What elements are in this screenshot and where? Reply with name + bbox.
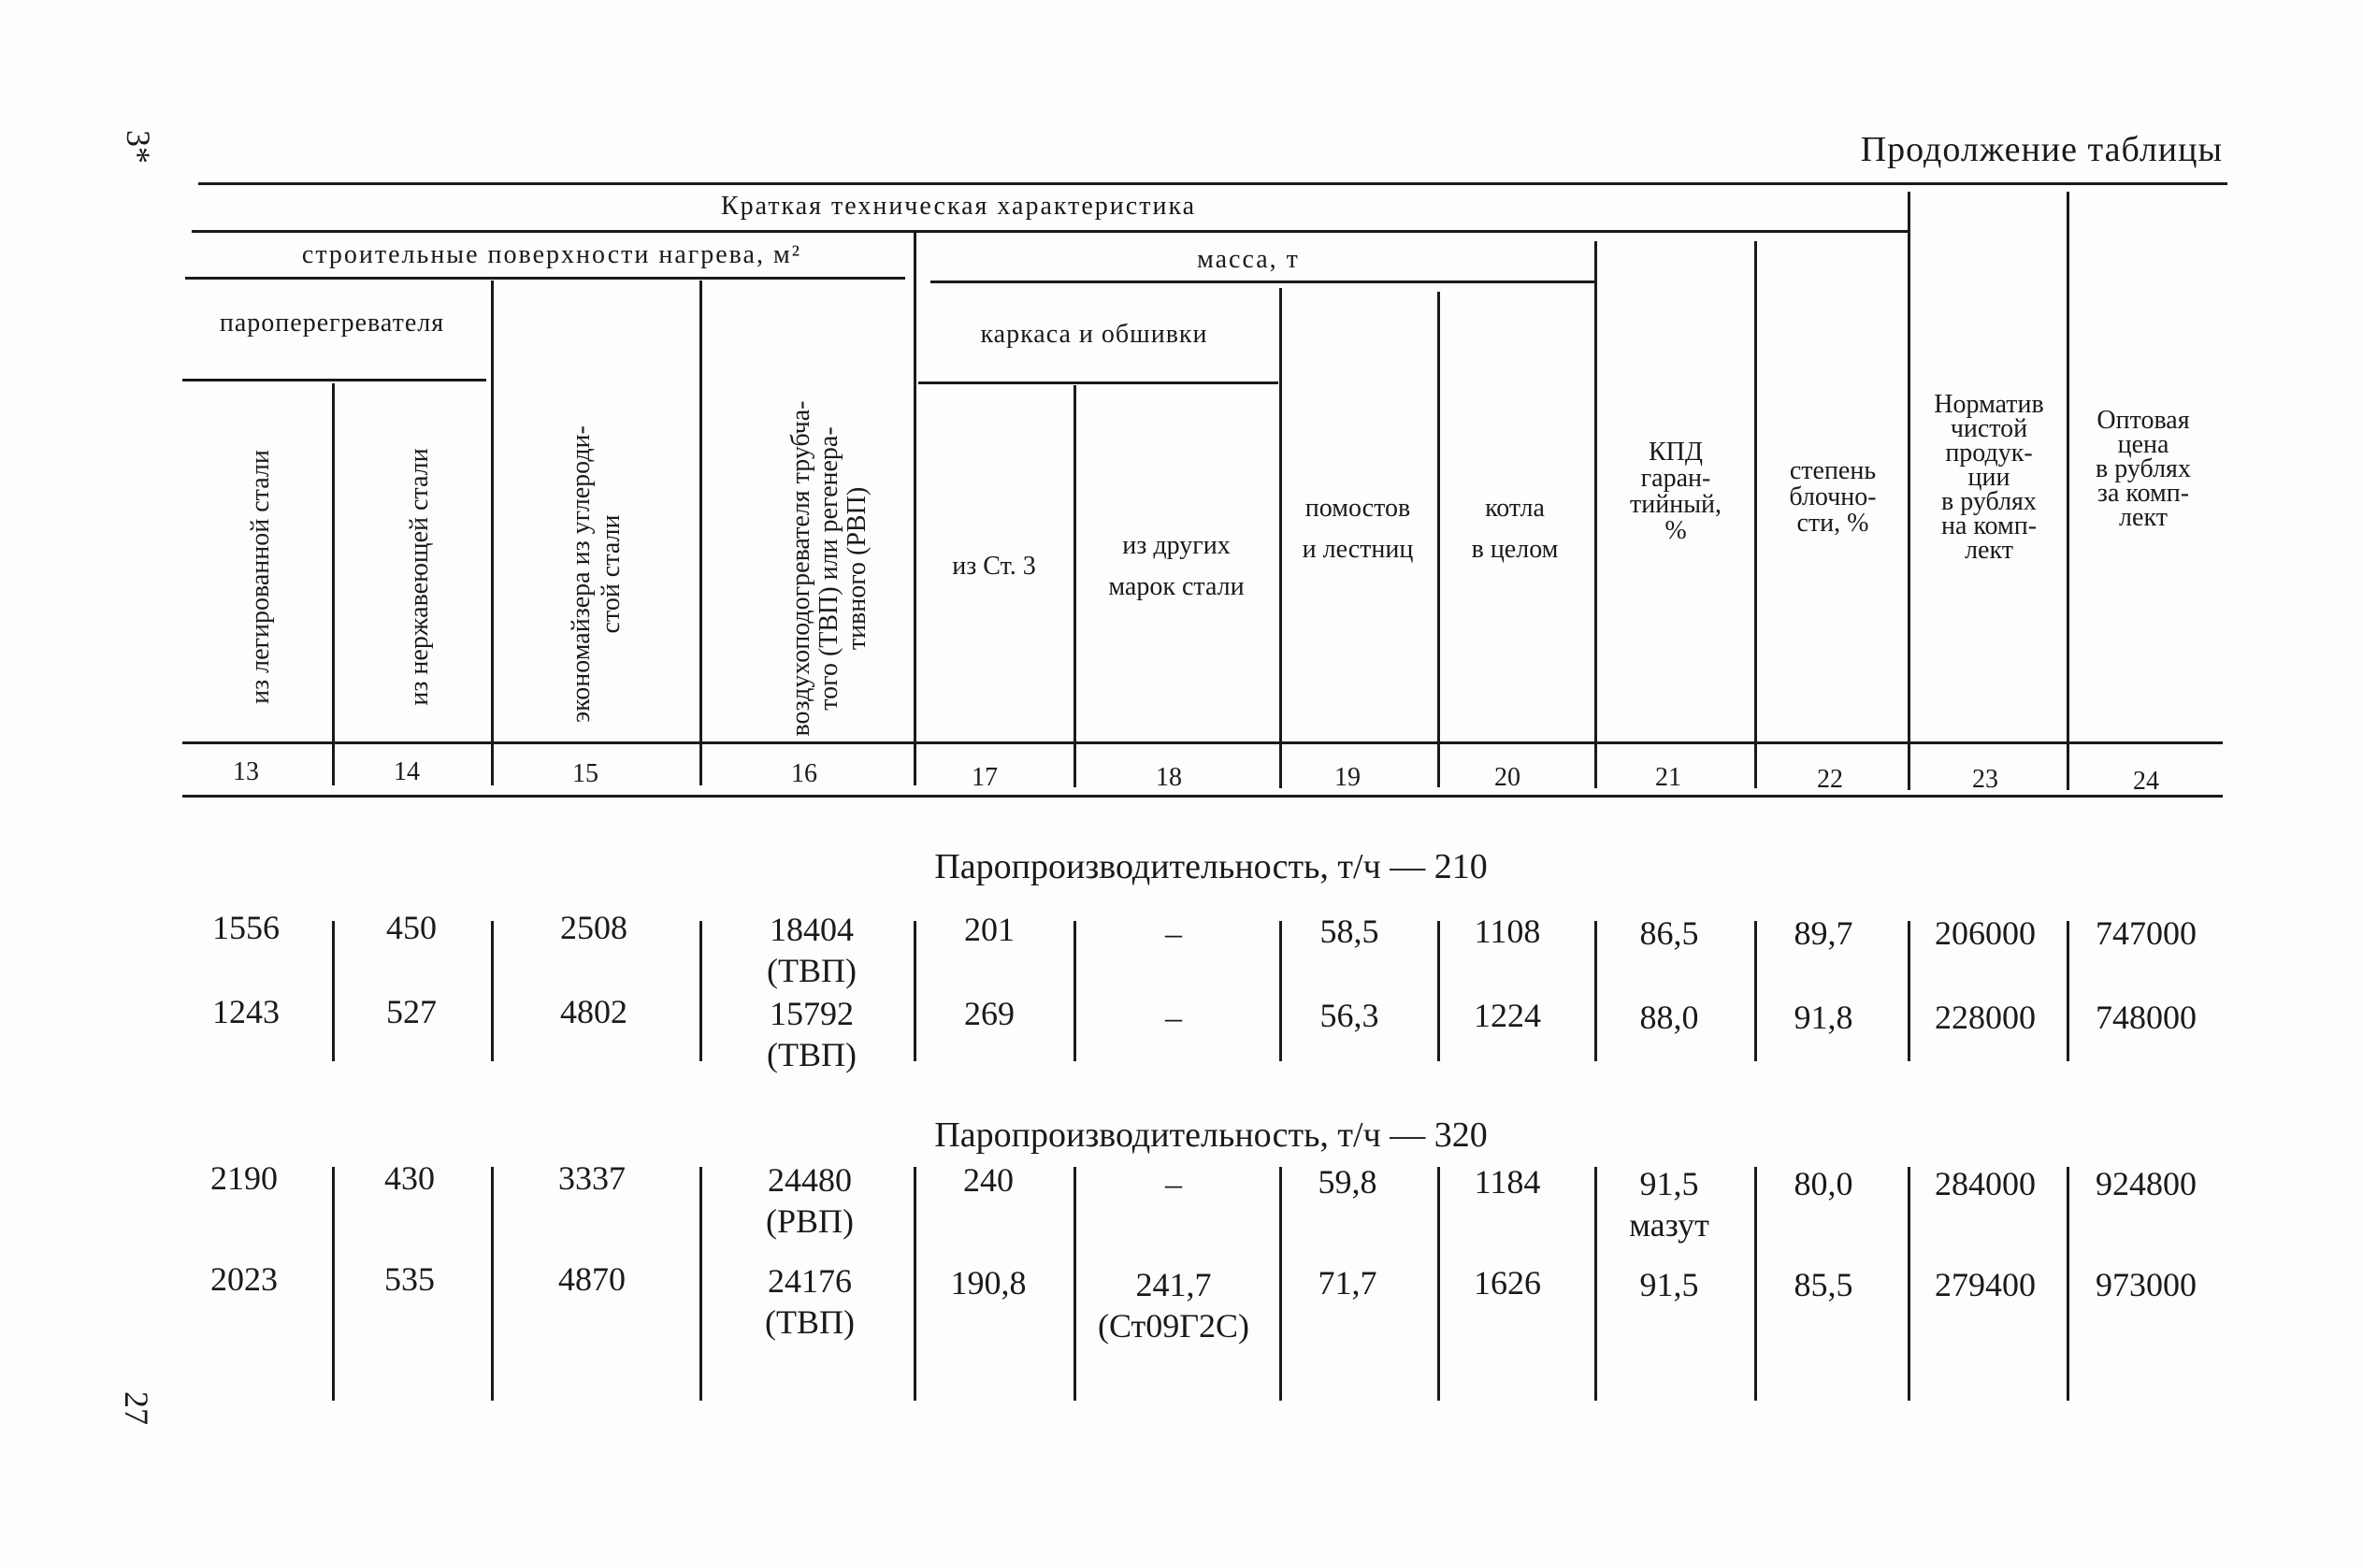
table-cell: 1626 xyxy=(1474,1264,1541,1302)
header-group-frame: каркаса и обшивки xyxy=(980,320,1208,349)
header-group-surfaces: строительные поверхности нагрева, м² xyxy=(301,240,802,269)
vline-h-15-16 xyxy=(699,281,702,785)
vline-s2 xyxy=(1908,1167,1910,1401)
vline-s2 xyxy=(1754,1167,1757,1401)
table-cell: 2508 xyxy=(560,909,627,946)
vline-h-17-18 xyxy=(1073,385,1076,787)
table-cell: 85,5 xyxy=(1794,1266,1853,1303)
vline-s2 xyxy=(491,1167,494,1401)
table-cell: 91,5 мазут xyxy=(1629,1165,1709,1244)
table-cell: 1243 xyxy=(212,993,280,1030)
vline-h-20-21 xyxy=(1594,241,1597,788)
table-cell: 88,0 xyxy=(1639,999,1699,1036)
vline-s1 xyxy=(699,921,702,1061)
table-cell: 1556 xyxy=(212,909,280,946)
vline-s1 xyxy=(1279,921,1282,1061)
header-col21: КПД гаран- тийный, % xyxy=(1630,438,1722,545)
rule-under-mass xyxy=(930,281,1594,283)
table-cell: 241,7 (Ст09Г2С) xyxy=(1097,1266,1250,1345)
page-number: 27 xyxy=(118,1391,155,1425)
header-col16: воздухоподогревателя трубча- того (ТВП) или регенера- тивного (РВП) xyxy=(786,400,872,737)
vline-h-19-20 xyxy=(1437,292,1440,787)
column-number: 17 xyxy=(972,763,998,792)
vline-h-18-19 xyxy=(1279,288,1282,788)
rule-under-superheater xyxy=(182,379,486,381)
rule-numbers-bottom xyxy=(182,795,2223,798)
column-number: 23 xyxy=(1972,765,1998,794)
rule-under-main xyxy=(192,230,1908,233)
table-cell: 228000 xyxy=(1935,999,2036,1036)
table-cell: 91,8 xyxy=(1794,999,1853,1036)
vline-s2 xyxy=(699,1167,702,1401)
header-col22: степень блочно- сти, % xyxy=(1789,456,1877,538)
vline-s2 xyxy=(332,1167,335,1401)
table-cell: 284000 xyxy=(1935,1165,2036,1202)
table-cell: 430 xyxy=(384,1159,435,1197)
header-col23: Норматив чистой продук- ции в рублях на комп- лект xyxy=(1934,390,2044,565)
table-cell: 190,8 xyxy=(950,1264,1027,1302)
vline-h-23-24 xyxy=(2067,192,2069,790)
vline-h-13-14 xyxy=(332,383,335,785)
table-cell: 450 xyxy=(386,909,437,946)
section-title: Паропроизводительность, т/ч — 210 xyxy=(934,847,1488,886)
table-cell: – xyxy=(1165,999,1182,1036)
table-cell: 924800 xyxy=(2096,1165,2197,1202)
vline-s2 xyxy=(1073,1167,1076,1401)
vline-s2 xyxy=(914,1167,916,1401)
table-cell: 80,0 xyxy=(1794,1165,1853,1202)
section-title: Паропроизводительность, т/ч — 320 xyxy=(934,1115,1488,1155)
column-number: 18 xyxy=(1156,763,1182,792)
table-cell: 1108 xyxy=(1474,913,1541,950)
header-col19: помостов и лестниц xyxy=(1302,494,1414,564)
header-col17: из Ст. 3 xyxy=(952,552,1036,581)
vline-s1 xyxy=(1754,921,1757,1061)
vline-h-22-23 xyxy=(1908,192,1910,790)
table-cell: 4802 xyxy=(560,993,627,1030)
header-col15: экономайзера из углероди- стой стали xyxy=(567,425,626,723)
table-cell: 3337 xyxy=(558,1159,626,1197)
header-group-mass: масса, т xyxy=(1197,245,1300,274)
table-cell: 58,5 xyxy=(1319,913,1379,950)
table-cell: 240 xyxy=(963,1161,1014,1199)
table-cell: – xyxy=(1165,914,1182,952)
column-number: 14 xyxy=(394,757,420,786)
header-group-superheater: пароперегревателя xyxy=(219,309,445,338)
vline-s1 xyxy=(914,921,916,1061)
table-cell: 91,5 xyxy=(1639,1266,1699,1303)
header-col14: из нержавеющей стали xyxy=(405,448,434,706)
vline-s1 xyxy=(1073,921,1076,1061)
vline-s1 xyxy=(491,921,494,1061)
table-cell: 747000 xyxy=(2096,914,2197,952)
table-cell: 535 xyxy=(384,1260,435,1298)
continuation-title: Продолжение таблицы xyxy=(1860,130,2223,169)
table-top-rule xyxy=(198,182,2227,185)
vline-s1 xyxy=(1594,921,1597,1061)
rule-header-bottom xyxy=(182,741,2223,744)
table-cell: 89,7 xyxy=(1794,914,1853,952)
column-number: 22 xyxy=(1817,765,1843,794)
header-col13: из легированной стали xyxy=(246,450,275,704)
column-number: 15 xyxy=(572,759,598,788)
table-cell: 1224 xyxy=(1474,997,1541,1034)
rule-under-frame xyxy=(918,381,1278,384)
table-cell: 2190 xyxy=(210,1159,278,1197)
table-cell: 973000 xyxy=(2096,1266,2197,1303)
column-number: 13 xyxy=(233,757,259,786)
vline-s1 xyxy=(1908,921,1910,1061)
header-col24: Оптовая цена в рублях за комп- лект xyxy=(2096,406,2191,532)
table-cell: 86,5 xyxy=(1639,914,1699,952)
table-cell: 1184 xyxy=(1474,1163,1541,1201)
corner-mark: 3* xyxy=(120,130,157,164)
table-cell: 2023 xyxy=(210,1260,278,1298)
vline-h-14-15 xyxy=(491,281,494,785)
table-cell: 279400 xyxy=(1935,1266,2036,1303)
table-cell: 206000 xyxy=(1935,914,2036,952)
vline-s2 xyxy=(1279,1167,1282,1401)
header-col20: котла в целом xyxy=(1471,494,1559,564)
table-cell: 59,8 xyxy=(1318,1163,1377,1201)
table-cell: 56,3 xyxy=(1319,997,1379,1034)
table-cell: 269 xyxy=(964,995,1015,1032)
header-group-main: Краткая техническая характеристика xyxy=(720,192,1197,221)
table-cell: 24480 (РВП) xyxy=(765,1161,855,1240)
vline-s1 xyxy=(1437,921,1440,1061)
vline-s2 xyxy=(1594,1167,1597,1401)
vline-h-16-17 xyxy=(914,232,916,785)
vline-s1 xyxy=(332,921,335,1061)
vline-s2 xyxy=(1437,1167,1440,1401)
vline-s1 xyxy=(2067,921,2069,1061)
table-cell: 15792 (ТВП) xyxy=(767,995,857,1073)
table-cell: 18404 (ТВП) xyxy=(767,911,857,989)
column-number: 19 xyxy=(1334,763,1361,792)
table-cell: 527 xyxy=(386,993,437,1030)
column-number: 24 xyxy=(2133,767,2159,796)
table-cell: 748000 xyxy=(2096,999,2197,1036)
vline-h-21-22 xyxy=(1754,241,1757,788)
header-col18: из других марок стали xyxy=(1108,531,1245,601)
rule-under-surfaces xyxy=(185,277,905,280)
table-cell: 24176 (ТВП) xyxy=(765,1262,855,1341)
table-cell: 71,7 xyxy=(1318,1264,1377,1302)
table-cell: 4870 xyxy=(558,1260,626,1298)
column-number: 21 xyxy=(1655,763,1681,792)
column-number: 16 xyxy=(791,759,817,788)
table-cell: – xyxy=(1165,1165,1182,1202)
column-number: 20 xyxy=(1494,763,1520,792)
vline-s2 xyxy=(2067,1167,2069,1401)
table-cell: 201 xyxy=(964,911,1015,948)
